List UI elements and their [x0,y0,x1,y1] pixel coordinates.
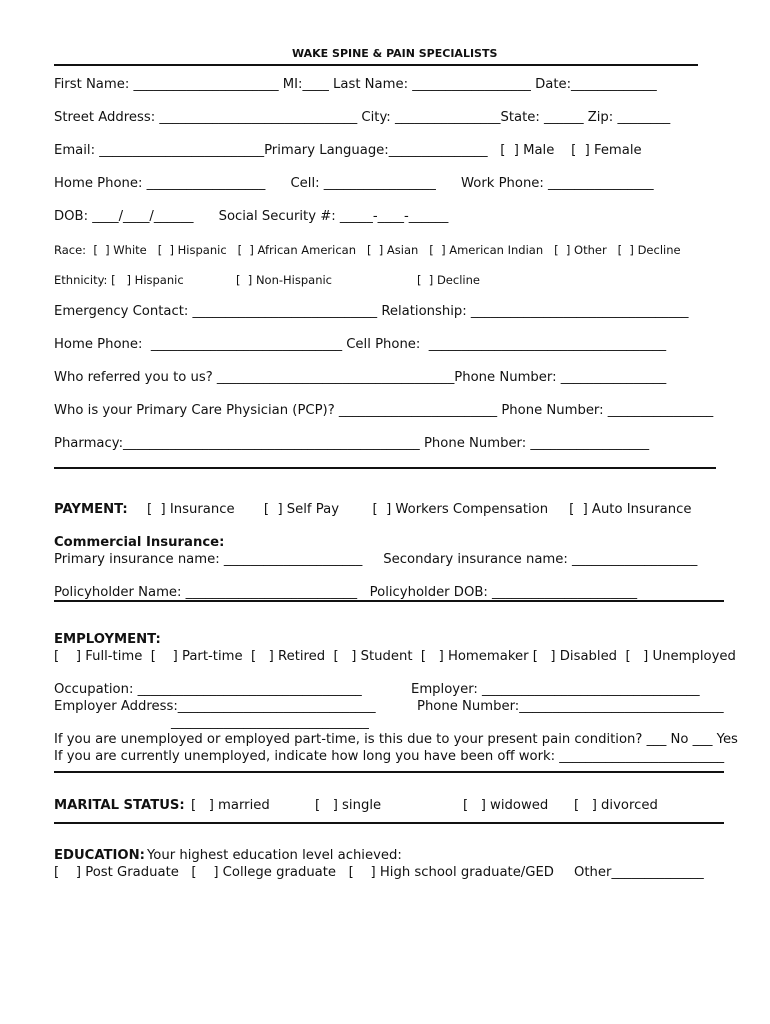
occupation-field[interactable]: Occupation: __________________________________ [54,682,362,697]
employment-label: EMPLOYMENT: [54,632,161,647]
referral-line[interactable]: Who referred you to us? ____________________________________Phone Number: ________________ [54,370,667,385]
ethnicity-non-hispanic-option[interactable]: [ ] Non-Hispanic [236,273,333,287]
title-divider [54,64,698,66]
marital-divider [54,822,724,824]
education-options[interactable]: [ ] Post Graduate [ ] College graduate [ ] High school graduate/GED [54,865,554,880]
name-date-line[interactable]: First Name: ______________________ MI:____ Last Name: __________________ Date:_____________ [54,77,657,92]
employer-address-line2[interactable]: ______________________________ [171,715,369,730]
ethnicity-hispanic-option[interactable]: Ethnicity: [ ] Hispanic [54,273,184,287]
employer-phone-field[interactable]: Phone Number:_______________________________ [417,699,724,714]
employment-options[interactable]: [ ] Full-time [ ] Part-time [ ] Retired [ ] Student [ ] Homemaker [ ] Disabled [ ] Unemployed [54,649,736,664]
race-options[interactable]: Race: [ ] White [ ] Hispanic [ ] African American [ ] Asian [ ] American Indian [ ] Other [ ] Decline [54,243,681,257]
phones-line[interactable]: Home Phone: __________________ Cell: _________________ Work Phone: ________________ [54,176,654,191]
payment-options[interactable]: [ ] Insurance [ ] Self Pay [ ] Workers Compensation [ ] Auto Insurance [147,502,692,517]
commercial-insurance-label: Commercial Insurance: [54,535,225,550]
marital-married-option[interactable]: [ ] married [191,798,270,813]
payment-label: PAYMENT: [54,502,128,517]
education-label: EDUCATION: [54,848,145,863]
marital-single-option[interactable]: [ ] single [315,798,382,813]
pain-condition-question[interactable]: If you are unemployed or employed part-time, is this due to your present pain condition? ___ No ___ Yes [54,732,738,747]
off-work-question[interactable]: If you are currently unemployed, indicate how long you have been off work: _________________________ [54,749,725,764]
dob-ssn-line[interactable]: DOB: ____/____/______ Social Security #: _____-____-______ [54,209,449,224]
form-title: WAKE SPINE & PAIN SPECIALISTS [292,47,498,60]
employment-divider [54,771,724,773]
marital-divorced-option[interactable]: [ ] divorced [574,798,658,813]
employer-field[interactable]: Employer: _________________________________ [411,682,700,697]
marital-status-label: MARITAL STATUS: [54,798,185,813]
email-language-gender-line[interactable]: Email: _________________________Primary Language:_______________ [ ] Male [ ] Female [54,143,642,158]
ethnicity-decline-option[interactable]: [ ] Decline [417,273,480,287]
education-prompt: Your highest education level achieved: [147,848,402,863]
emergency-phones-line[interactable]: Home Phone: _____________________________ Cell Phone: ____________________________________ [54,337,667,352]
marital-widowed-option[interactable]: [ ] widowed [463,798,549,813]
emergency-contact-line[interactable]: Emergency Contact: ____________________________ Relationship: _________________________________ [54,304,689,319]
payment-divider [54,600,724,602]
pharmacy-line[interactable]: Pharmacy:_____________________________________________ Phone Number: __________________ [54,436,650,451]
contacts-divider [54,467,716,469]
pcp-line[interactable]: Who is your Primary Care Physician (PCP)? ________________________ Phone Number: ________________ [54,403,714,418]
address-line[interactable]: Street Address: ______________________________ City: ________________State: ______ Zip: ________ [54,110,671,125]
insurance-names-line[interactable]: Primary insurance name: _____________________ Secondary insurance name: ___________________ [54,552,698,567]
employer-address-field[interactable]: Employer Address:______________________________ [54,699,376,714]
education-other-field[interactable]: Other______________ [574,865,704,880]
policyholder-line[interactable]: Policyholder Name: __________________________ Policyholder DOB: ______________________ [54,585,638,600]
